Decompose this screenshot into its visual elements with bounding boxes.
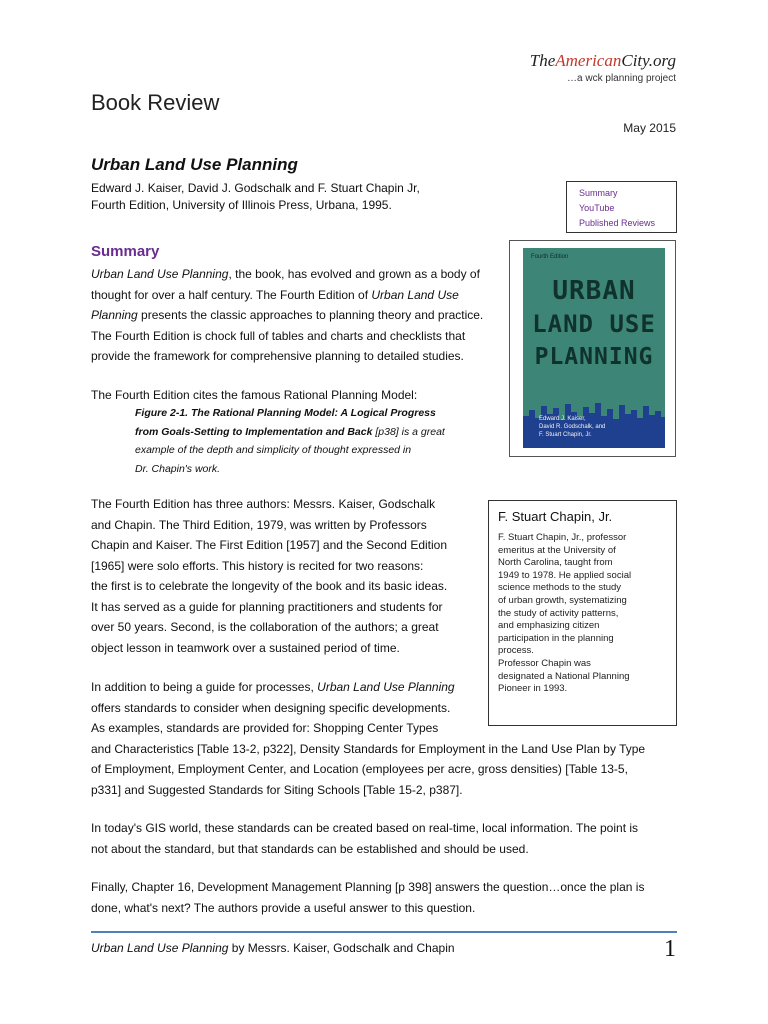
footer-book-title: Urban Land Use Planning [91,941,229,955]
bio-line: the study of activity patterns, [498,607,619,619]
author-bio-box [488,500,677,726]
inline-book-title: Urban Land Use Planning [317,680,455,694]
authors-line-2: Fourth Edition, University of Illinois Press, Urbana, 1995. [91,198,392,212]
cover-title-line-3: PLANNING [534,344,654,370]
bio-heading: F. Stuart Chapin, Jr. [498,509,613,524]
nav-link-summary[interactable]: Summary [579,188,618,198]
text-line: and Characteristics [Table 13-2, p322], Density Standards for Employment in the Land Use Plan by Type [91,741,646,756]
text-line: Chapin and Kaiser. The First Edition [1957] and the Second Edition [91,538,448,552]
review-date: May 2015 [623,121,676,135]
bio-line: emeritus at the University of [498,544,616,556]
cover-credit-line: F. Stuart Chapin, Jr. [539,432,592,438]
text-line: Finally, Chapter 16, Development Management Planning [p 398] answers the question…once the plan is [91,880,645,894]
text-span: In addition to being a guide for processes, [91,680,318,694]
book-authors [91,180,420,214]
summary-heading: Summary [91,243,160,260]
text-line: As examples, standards are provided for: Shopping Center Types [91,721,439,735]
text-line: of Employment, Employment Center, and Location (employees per acre, gross densities) [Table 13-5, [91,762,628,776]
text-span: , the book, has evolved and grown as a body of [228,267,480,281]
text-line: offers standards to consider when designing specific developments. [91,700,451,715]
figure-reference: Figure 2-1. The Rational Planning Model: A Logical Progress [135,407,436,419]
site-logo-part3: City.org [621,51,676,70]
summary-paragraph-2: The Fourth Edition cites the famous Rational Planning Model: [91,388,418,402]
nav-link-published-reviews[interactable]: Published Reviews [579,218,656,228]
summary-paragraph-1 [91,264,483,367]
text-line: over 50 years. Second, is the collaboration of the authors; a great [91,620,439,634]
book-cover-frame [509,240,676,457]
summary-paragraph-3 [91,494,447,658]
section-nav [566,181,677,233]
document-title: Book Review [91,90,220,115]
text-span: presents the classic approaches to planning theory and practice. [137,308,484,322]
book-cover-image [523,248,665,448]
text-line: The Fourth Edition is chock full of tables and charts and checklists that [91,328,466,343]
book-title: Urban Land Use Planning [91,155,298,174]
text-line: p331] and Suggested Standards for Siting Schools [Table 15-2, p387]. [91,782,463,797]
text-line: example of the depth and simplicity of thought expressed in [135,444,412,456]
bio-text [498,532,666,696]
bio-line: designated a National Planning [498,670,630,682]
authors-line-1: Edward J. Kaiser, David J. Godschalk and F. Stuart Chapin Jr, [91,181,420,195]
nav-link-youtube[interactable]: YouTube [579,203,615,213]
text-line: Dr. Chapin's work. [135,462,221,475]
site-logo-part2: American [555,51,622,70]
site-logo [530,51,676,71]
text-line: not about the standard, but that standards can be established and should be used. [91,841,529,856]
bio-line: of urban growth, systematizing [498,594,627,606]
text-line: and Chapin. The Third Edition, 1979, was written by Professors [91,517,427,532]
tagline: …a wck planning project [567,73,676,84]
page-number: 1 [664,936,676,962]
inline-book-title: Urban Land Use Planning [91,267,229,281]
bio-line: F. Stuart Chapin, Jr., professor [498,532,627,543]
cover-credits [539,415,605,439]
inline-book-title: Planning [91,308,138,322]
cover-credit-line: Edward J. Kaiser, [539,416,586,422]
text-line: provide the framework for comprehensive planning to detailed studies. [91,349,464,363]
cover-title-line-2: LAND USE [532,310,656,338]
text-line: object lesson in teamwork over a sustained period of time. [91,640,400,655]
footer-rule [91,931,677,933]
inline-book-title: Urban Land Use [371,287,459,302]
bio-line: 1949 to 1978. He applied social [498,569,632,581]
text-span: [p38] is a great [372,425,445,438]
text-line: the first is to celebrate the longevity of the book and its basic ideas. [91,579,448,593]
bio-line: and emphasizing citizen [498,620,600,632]
text-line: [1965] were solo efforts. This history is recited for two reasons: [91,558,424,573]
cover-edition: Fourth Edition [531,254,569,260]
cover-credit-line: David R. Godschalk, and [539,424,606,430]
site-logo-part1: The [529,51,556,70]
bio-line: North Carolina, taught from [498,557,613,569]
cover-title-line-1: URBAN [552,276,636,306]
bio-line: process. [498,645,534,657]
figure-reference: from Goals-Setting to Implementation and Back [135,425,373,438]
footer-text [91,941,455,955]
figure-quote [135,404,465,478]
text-line: The Fourth Edition has three authors: Messrs. Kaiser, Godschalk [91,497,436,511]
text-span: thought for over a half century. The Fourth Edition of [91,287,372,302]
bio-line: participation in the planning [498,632,614,644]
bio-line: Pioneer in 1993. [498,683,568,695]
text-line: In today's GIS world, these standards can be created based on real-time, local information. The point is [91,821,639,835]
text-line: It has served as a guide for planning practitioners and students for [91,599,443,614]
summary-paragraph-5 [91,818,638,859]
bio-line: science methods to the study [498,582,622,594]
bio-line: Professor Chapin was [498,657,591,669]
summary-paragraph-6 [91,877,644,918]
text-line: done, what's next? The authors provide a useful answer to this question. [91,900,476,915]
footer-authors: by Messrs. Kaiser, Godschalk and Chapin [228,941,455,955]
